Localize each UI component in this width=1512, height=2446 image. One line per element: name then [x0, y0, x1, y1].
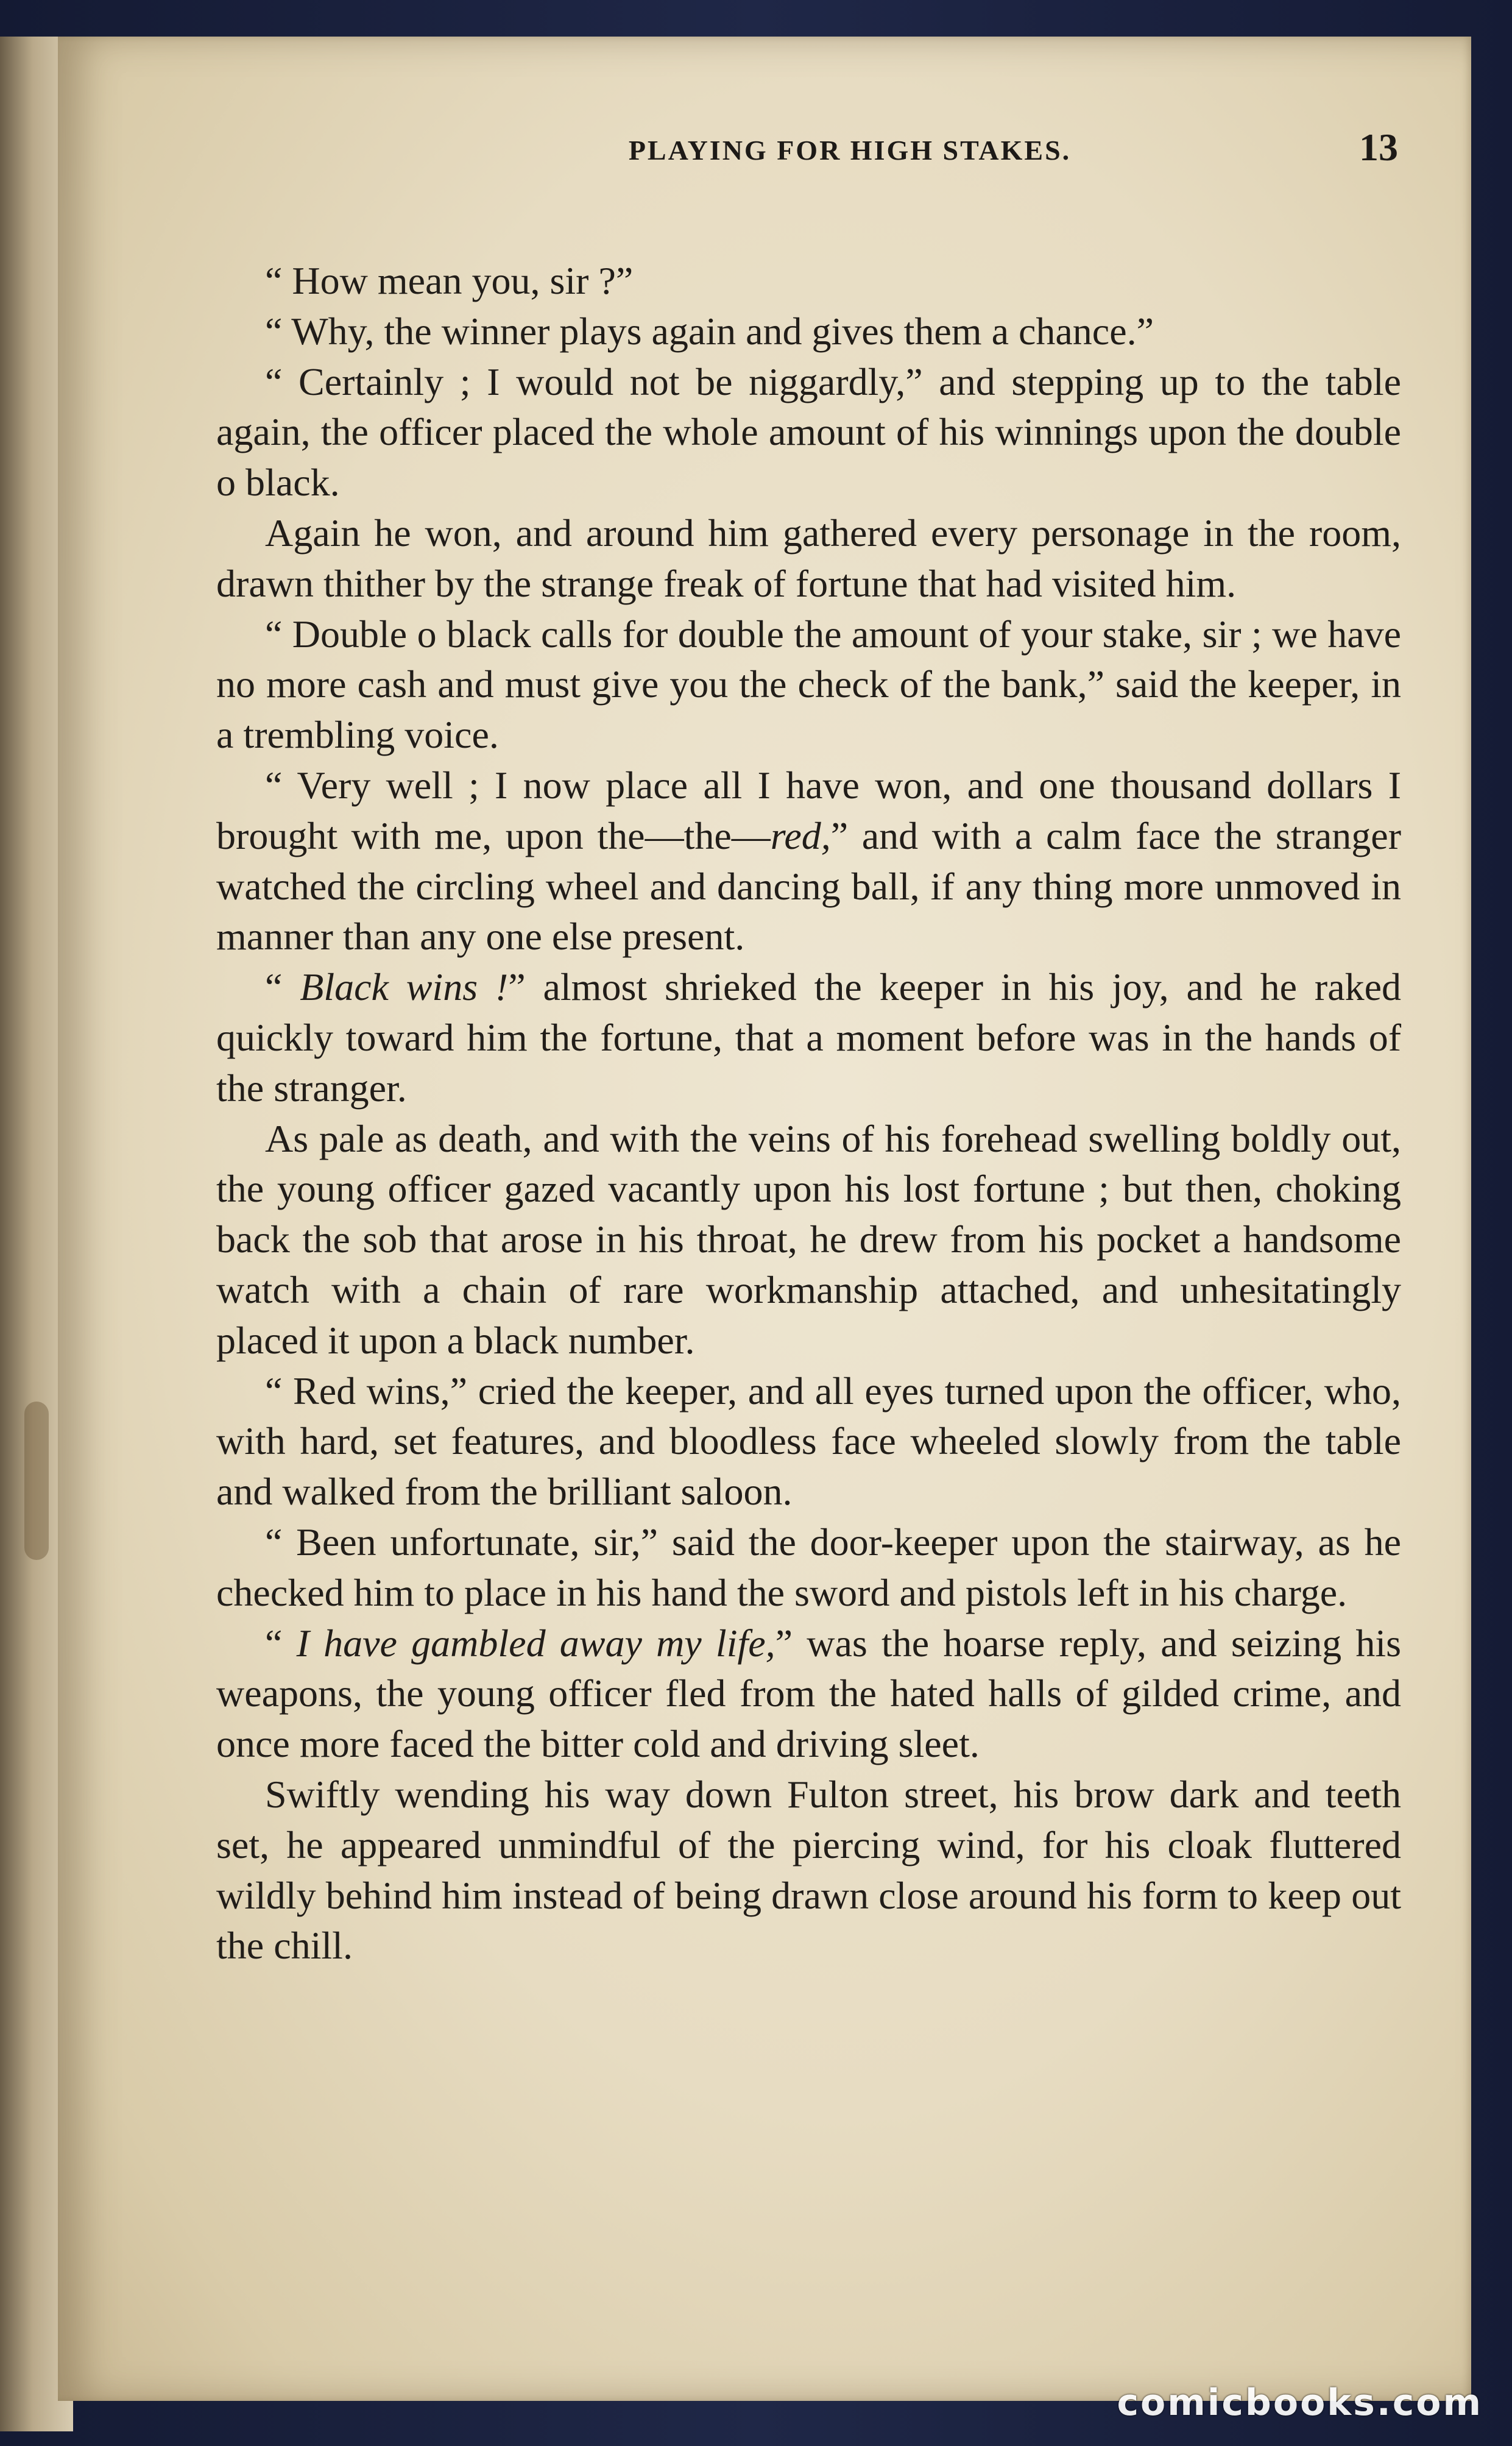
paragraph: “ Very well ; I now place all I have won, and one thousand dollars I brought with me, upon the—the—red,” and with a calm face the stranger watched the circling wheel and dancing ball, if any thing more unmoved in manner than any one else present. [216, 763, 1402, 959]
paragraph: “ Why, the winner plays again and gives them a chance.” [265, 309, 1154, 353]
paragraph: As pale as death, and with the veins of his forehead swelling boldly out, the young officer gazed vacantly upon his lost fortune ; but then, choking back the sob that arose in his throat, he drew from his pocket a handsome watch with a chain of rare workmanship attached, and unhesitatingly placed it upon a black number. [216, 1116, 1401, 1362]
paragraph: “ I have gambled away my life,” was the hoarse reply, and seizing his weapons, the young officer fled from the hated halls of gilded crime, and once more faced the bitter cold and driving sleet. [216, 1621, 1402, 1766]
site-watermark: comicbooks.com [1117, 2381, 1483, 2424]
book-page [58, 37, 1471, 2401]
paragraph: Swiftly wending his way down Fulton street, his brow dark and teeth set, he appeared unmindful of the piercing wind, for his cloak fluttered wildly behind him instead of being drawn close around his form to keep out the chill. [216, 1772, 1401, 1968]
paragraph: “ Double o black calls for double the amount of your stake, sir ; we have no more cash and must give you the check of the bank,” said the keeper, in a trembling voice. [216, 612, 1401, 757]
paragraph: “ Black wins !” almost shrieked the keeper in his joy, and he raked quickly toward him the fortune, that a moment before was in the hands of the stranger. [216, 965, 1402, 1110]
paragraph: “ Certainly ; I would not be niggardly,” and stepping up to the table again, the officer placed the whole amount of his winnings upon the double o black. [216, 360, 1401, 505]
running-head: PLAYING FOR HIGH STAKES. [628, 135, 1072, 166]
paragraph: Again he won, and around him gathered every personage in the room, drawn thither by the strange freak of fortune that had visited him. [216, 511, 1401, 605]
page-number: 13 [1359, 126, 1398, 169]
paragraph: “ Been unfortunate, sir,” said the door-keeper upon the stairway, as he checked him to place in his hand the sword and pistols left in his charge. [216, 1520, 1401, 1614]
body-text [216, 256, 1401, 1971]
paragraph: “ Red wins,” cried the keeper, and all eyes turned upon the officer, who, with hard, set features, and bloodless face wheeled slowly from the table and walked from the brilliant saloon. [216, 1369, 1401, 1514]
paragraph: “ How mean you, sir ?” [265, 259, 634, 302]
page-stain [24, 1402, 49, 1560]
